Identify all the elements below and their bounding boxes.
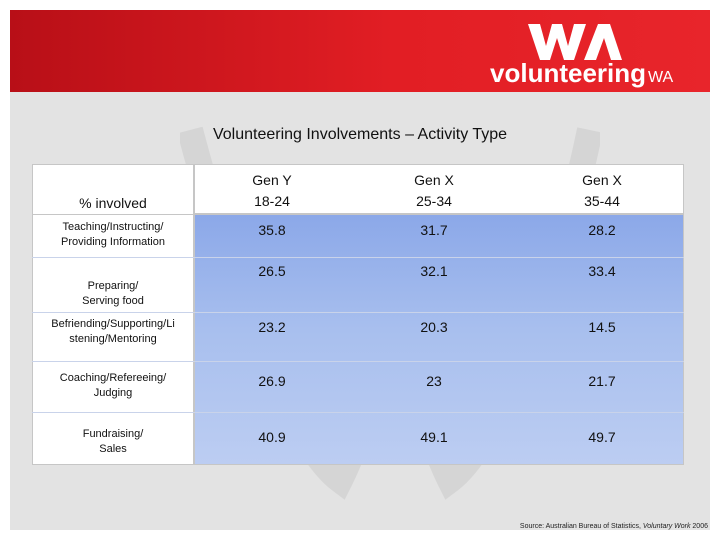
divider	[32, 312, 684, 313]
column-header-line2: 35-44	[584, 193, 620, 209]
divider	[32, 257, 684, 258]
corner-label: % involved	[79, 195, 147, 211]
volunteering-wa-logo	[488, 22, 688, 90]
table-cell: 21.7	[588, 373, 616, 389]
table-cell: 23.2	[258, 319, 286, 335]
table-cell: 32.1	[420, 263, 448, 279]
table-cell: 40.9	[258, 429, 286, 445]
table-cell: 14.5	[588, 319, 616, 335]
table-cell: 35.8	[258, 222, 286, 238]
divider	[194, 164, 195, 465]
header-banner	[10, 10, 710, 92]
row-label-line2: Serving food	[82, 295, 144, 307]
row-label-line1: Preparing/	[87, 280, 139, 292]
brand-name: volunteering	[490, 58, 647, 88]
column-header-line1: Gen X	[582, 172, 622, 188]
column-header	[394, 170, 474, 212]
divider	[32, 214, 684, 215]
table-cell: 33.4	[588, 263, 616, 279]
table-cell: 26.5	[258, 263, 286, 279]
row-label	[32, 220, 194, 250]
table-cell: 28.2	[588, 222, 616, 238]
source-year: 2006	[690, 523, 708, 530]
row-label-line1: Befriending/Supporting/Li	[51, 318, 175, 330]
row-label	[32, 317, 194, 347]
source-note	[520, 523, 708, 530]
column-header	[562, 170, 642, 212]
source-prefix: Source: Australian Bureau of Statistics,	[519, 523, 643, 530]
row-label-line1: Fundraising/	[82, 428, 144, 440]
table-cell: 49.7	[588, 429, 616, 445]
brand-suffix: WA	[648, 69, 674, 86]
table-cell: 26.9	[258, 373, 286, 389]
row-label	[32, 279, 194, 309]
table-cell: 31.7	[420, 222, 448, 238]
column-header-line1: Gen X	[414, 172, 454, 188]
data-table	[32, 164, 684, 465]
source-title: Voluntary Work	[642, 523, 691, 530]
column-header-line2: 18-24	[254, 193, 290, 209]
slide-title: Volunteering Involvements – Activity Type	[212, 126, 508, 143]
row-label-line2: Judging	[93, 387, 133, 399]
row-label	[32, 427, 194, 457]
row-label-line2: stening/Mentoring	[69, 333, 157, 345]
table-cell: 23	[426, 373, 442, 389]
row-label-line1: Coaching/Refereeing/	[59, 372, 167, 384]
row-label	[32, 371, 194, 401]
column-header	[232, 170, 312, 212]
table-cell: 49.1	[420, 429, 448, 445]
row-label-line2: Sales	[99, 443, 127, 455]
column-header-line1: Gen Y	[252, 172, 292, 188]
divider	[32, 361, 684, 362]
row-label-line2: Providing Information	[61, 236, 165, 248]
row-label-line1: Teaching/Instructing/	[62, 221, 164, 233]
table-cell: 20.3	[420, 319, 448, 335]
divider	[32, 412, 684, 413]
column-header-line2: 25-34	[416, 193, 452, 209]
